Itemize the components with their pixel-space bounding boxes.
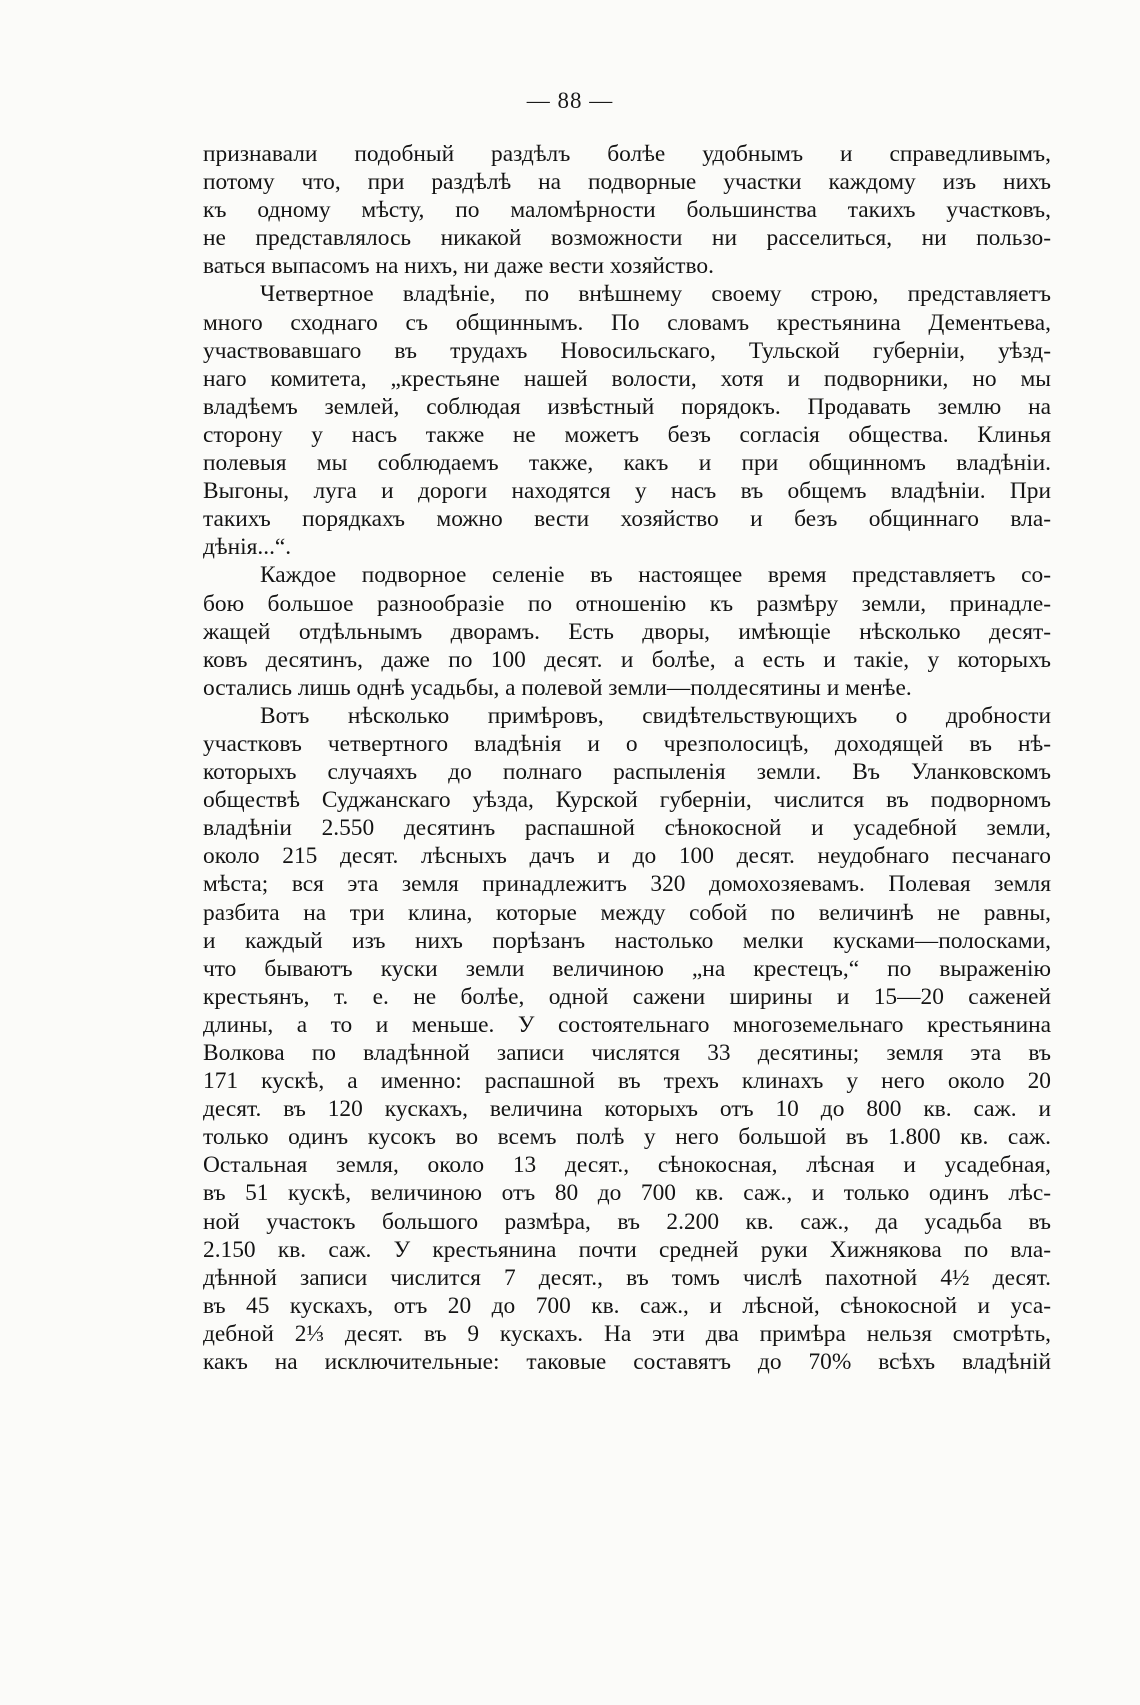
- text-line: дѣнной записи числится 7 десят., въ томъ числѣ пахотной 4½ десят.: [203, 1264, 1051, 1291]
- text-line: наго комитета, „крестьяне нашей волости, хотя и подворники, но мы: [203, 365, 1051, 392]
- text-line: какъ на исключительные: таковые составятъ до 70% всѣхъ владѣній: [203, 1349, 1051, 1376]
- text-line: сторону у насъ также не можетъ безъ согласія общества. Клинья: [203, 421, 1051, 448]
- text-line: въ 45 кускахъ, отъ 20 до 700 кв. саж., и лѣсной, сѣнокосной и уса-: [203, 1292, 1051, 1319]
- text-line: разбита на три клина, которые между собой по величинѣ не равны,: [203, 899, 1051, 926]
- text-line: ковъ десятинъ, даже по 100 десят. и болѣе, а есть и такіе, у которыхъ: [203, 646, 1051, 673]
- text-line: Четвертное владѣніе, по внѣшнему своему строю, представляетъ: [260, 281, 1051, 308]
- text-line: къ одному мѣсту, по маломѣрности большинства такихъ участковъ,: [203, 197, 1051, 224]
- text-line: дебной 2⅓ десят. въ 9 кускахъ. На эти два примѣра нельзя смотрѣть,: [203, 1320, 1051, 1347]
- text-body: [203, 140, 1051, 1376]
- text-line: десят. въ 120 кускахъ, величина которыхъ отъ 10 до 800 кв. саж. и: [203, 1096, 1051, 1123]
- text-line: Остальная земля, около 13 десят., сѣнокосная, лѣсная и усадебная,: [203, 1152, 1051, 1179]
- text-line: 2.150 кв. саж. У крестьянина почти средней руки Хижнякова по вла-: [203, 1236, 1051, 1263]
- text-line: длины, а то и меньше. У состоятельнаго многоземельнаго крестьянина: [203, 1011, 1051, 1038]
- text-line: владѣніи 2.550 десятинъ распашной сѣнокосной и усадебной земли,: [203, 815, 1051, 842]
- text-line: участковъ четвертного владѣнія и о чрезполосицѣ, доходящей въ нѣ-: [203, 730, 1051, 757]
- text-line: остались лишь однѣ усадьбы, а полевой земли—полдесятины и менѣе.: [203, 674, 912, 701]
- text-line: владѣемъ землей, соблюдая извѣстный порядокъ. Продавать землю на: [203, 393, 1051, 420]
- text-line: ной участокъ большого размѣра, въ 2.200 кв. саж., да усадьба въ: [203, 1208, 1051, 1235]
- text-line: полевыя мы соблюдаемъ также, какъ и при общинномъ владѣніи.: [203, 450, 1051, 477]
- text-line: ваться выпасомъ на нихъ, ни даже вести хозяйство.: [203, 253, 714, 280]
- text-line: не представлялось никакой возможности ни расселиться, ни пользо-: [203, 225, 1051, 252]
- text-line: Выгоны, луга и дороги находятся у насъ въ общемъ владѣніи. При: [203, 478, 1051, 505]
- text-line: потому что, при раздѣлѣ на подворные участки каждому изъ нихъ: [203, 169, 1051, 196]
- text-line: жащей отдѣльнымъ дворамъ. Есть дворы, имѣющіе нѣсколько десят-: [203, 618, 1051, 645]
- text-line: которыхъ случаяхъ до полнаго распыленія земли. Въ Уланковскомъ: [203, 759, 1051, 786]
- text-line: около 215 десят. лѣсныхъ дачъ и до 100 десят. неудобнаго песчанаго: [203, 843, 1051, 870]
- text-line: Вотъ нѣсколько примѣровъ, свидѣтельствующихъ о дробности: [260, 702, 1051, 729]
- page-number: — 88 —: [526, 88, 614, 113]
- text-line: признавали подобный раздѣлъ болѣе удобнымъ и справедливымъ,: [203, 141, 1051, 167]
- text-line: въ 51 кускѣ, величиною отъ 80 до 700 кв. саж., и только одинъ лѣс-: [203, 1180, 1051, 1207]
- paragraph-4: [203, 702, 1051, 1376]
- text-line: много сходнаго съ общиннымъ. По словамъ крестьянина Дементьева,: [203, 309, 1051, 336]
- text-line: только одинъ кусокъ во всемъ полѣ у него большой въ 1.800 кв. саж.: [203, 1124, 1051, 1151]
- text-line: Волкова по владѣнной записи числятся 33 десятины; земля эта въ: [203, 1040, 1051, 1066]
- text-line: крестьянъ, т. е. не болѣе, одной сажени ширины и 15—20 саженей: [203, 983, 1051, 1010]
- text-line: участвовавшаго въ трудахъ Новосильскаго, Тульской губерніи, уѣзд-: [203, 337, 1051, 364]
- text-line: дѣнія...“.: [203, 534, 292, 561]
- text-line: что бываютъ куски земли величиною „на крестецъ,“ по выраженію: [203, 955, 1051, 982]
- text-line: мѣста; вся эта земля принадлежитъ 320 домохозяевамъ. Полевая земля: [203, 871, 1051, 898]
- text-line: обществѣ Суджанскаго уѣзда, Курской губерніи, числится въ подворномъ: [203, 787, 1051, 814]
- text-line: бою большое разнообразіе по отношенію къ размѣру земли, принадле-: [203, 590, 1051, 617]
- text-line: и каждый изъ нихъ порѣзанъ настолько мелки кусками—полосками,: [203, 927, 1051, 954]
- text-line: Каждое подворное селеніе въ настоящее время представляетъ со-: [260, 562, 1051, 589]
- paragraph-3: [203, 561, 1051, 701]
- text-line: 171 кускѣ, а именно: распашной въ трехъ клинахъ у него около 20: [203, 1068, 1051, 1095]
- paragraph-1: [203, 140, 1051, 280]
- text-line: такихъ порядкахъ можно вести хозяйство и безъ общиннаго вла-: [203, 506, 1051, 533]
- paragraph-2: [203, 280, 1051, 561]
